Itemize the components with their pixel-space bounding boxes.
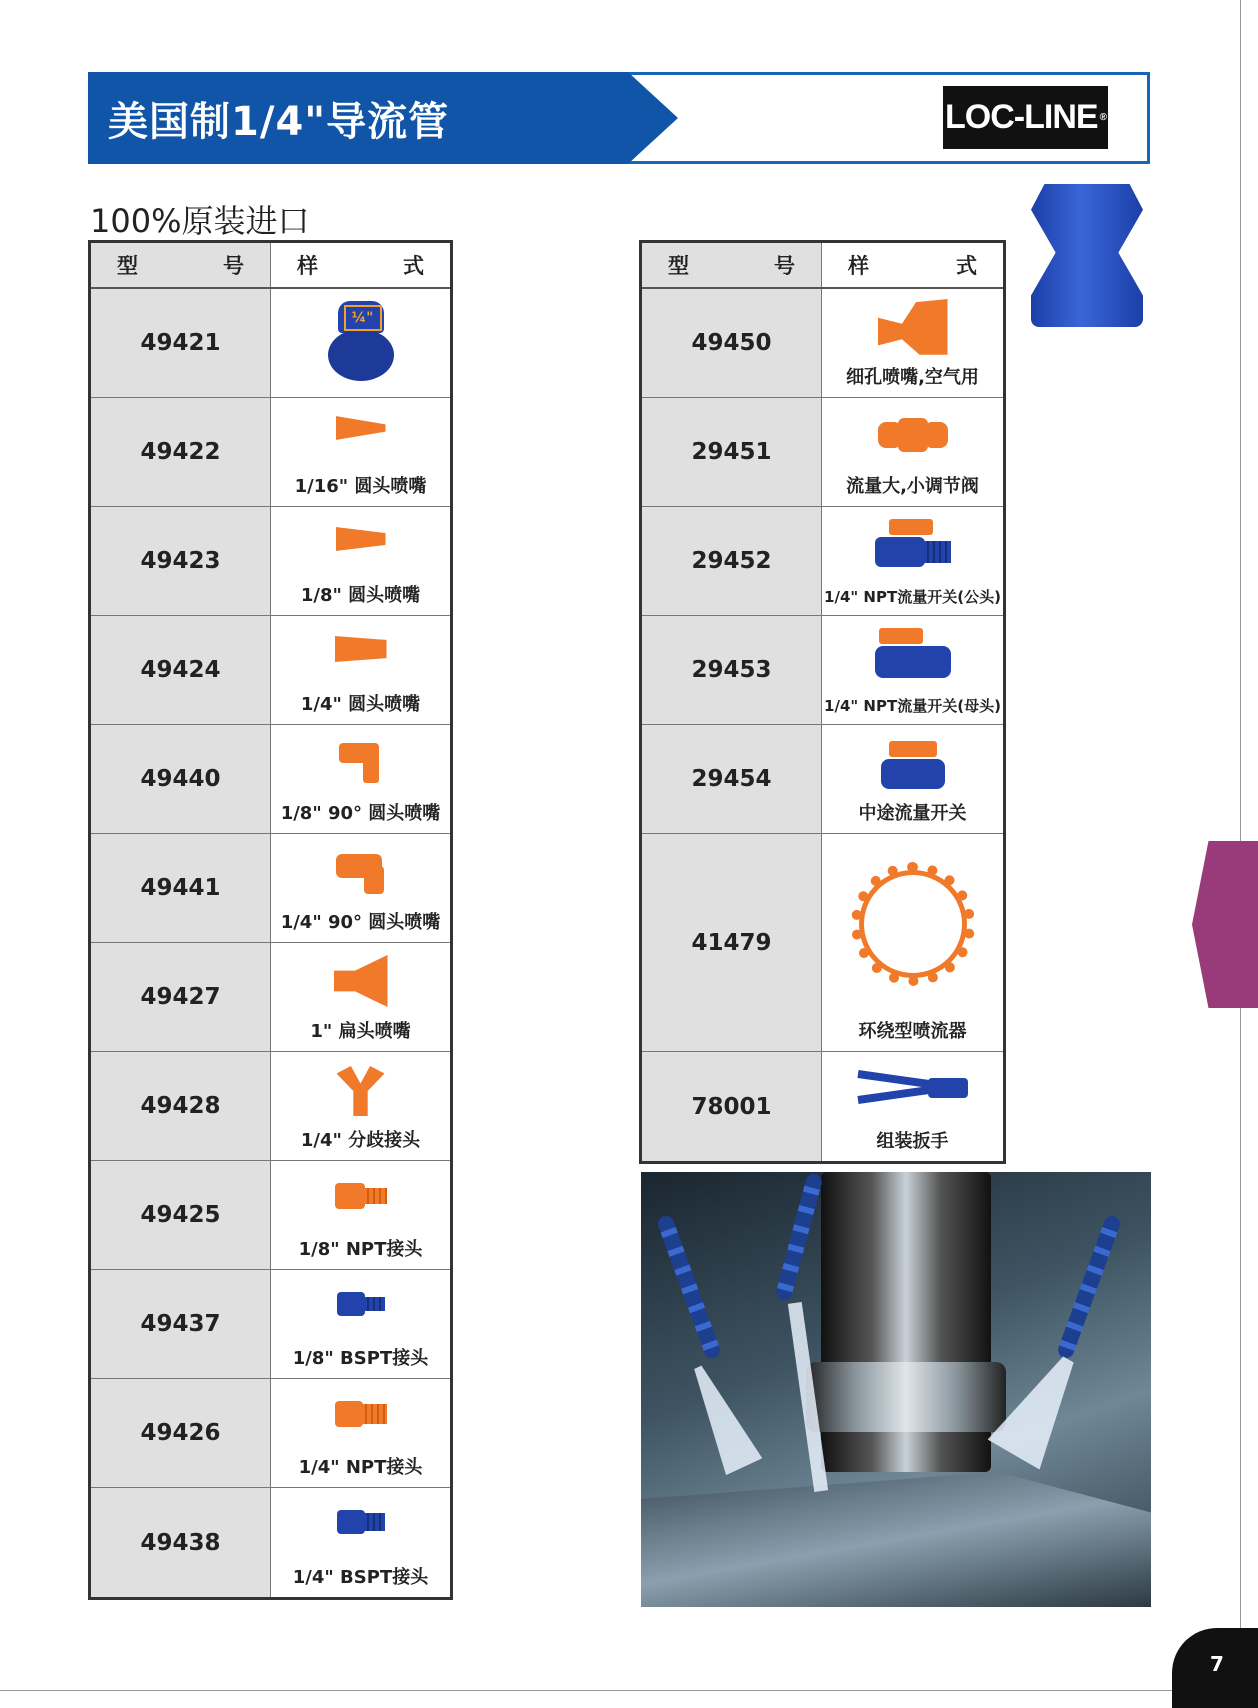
page-title: 美国制1/4"导流管 [108,99,450,145]
caption: 1/8" BSPT接头 [292,1348,429,1369]
style-cell [271,1379,450,1487]
table-row [91,1270,450,1379]
angled-nozzle-icon [336,854,386,894]
table-header [642,243,1003,289]
style-cell [271,834,450,942]
table-row [91,834,450,943]
model-number: 49450 [642,289,822,397]
workpiece [641,1472,1151,1607]
table-row [91,1488,450,1597]
flat-nozzle-icon [334,955,388,1007]
table-header [91,243,450,289]
table-row [642,398,1003,507]
model-number: 49425 [91,1161,271,1269]
logo-text: LOC-LINE [945,98,1098,136]
style-cell [271,1270,450,1378]
style-cell [271,943,450,1051]
caption: 中途流量开关 [858,803,967,824]
model-number: 41479 [642,834,822,1051]
header-model-char1: 型 [668,254,689,278]
header-model [91,243,271,287]
header-style [271,243,450,287]
style-cell [271,507,450,615]
style-cell [271,616,450,724]
caption: 1/8" NPT接头 [298,1239,423,1260]
style-cell [271,725,450,833]
model-number: 49440 [91,725,271,833]
header-style-char2: 式 [403,254,424,278]
right-product-table [639,240,1006,1164]
model-number: 49428 [91,1052,271,1160]
model-number: 49423 [91,507,271,615]
model-number: 29453 [642,616,822,724]
style-cell [271,1052,450,1160]
page-number: 7 [1172,1628,1258,1708]
header-model-char2: 号 [774,254,795,278]
model-number: 49438 [91,1488,271,1597]
model-number: 78001 [642,1052,822,1161]
model-number: 49427 [91,943,271,1051]
air-nozzle-icon [878,299,948,361]
spindle-collar [806,1362,1006,1432]
inline-valve-icon [881,741,945,793]
style-cell [822,398,1003,506]
caption: 1/4" 90° 圆头喷嘴 [280,912,441,933]
table-row [91,1052,450,1161]
coolant-hose-center [774,1172,823,1302]
header-style-char2: 式 [956,254,977,278]
style-cell [822,834,1003,1051]
style-cell [822,1052,1003,1161]
table-row [91,725,450,834]
y-connector-icon [337,1066,385,1116]
wrench-icon [858,1070,968,1106]
header-style-char1: 样 [297,254,318,278]
header-style [822,243,1003,287]
style-cell [822,507,1003,615]
table-row [91,1379,450,1488]
model-number: 49426 [91,1379,271,1487]
header-model-char2: 号 [223,254,244,278]
model-number: 29451 [642,398,822,506]
caption: 1/8" 圆头喷嘴 [300,585,421,606]
table-row [642,1052,1003,1161]
style-cell [271,1488,450,1597]
npt-connector-icon [335,1401,387,1427]
coolant-hose-right [1056,1214,1122,1360]
model-number: 49441 [91,834,271,942]
left-product-table [88,240,453,1600]
valve-icon [878,418,948,452]
caption: 1" 扁头喷嘴 [310,1021,411,1042]
caption: 1/4" BSPT接头 [292,1567,429,1588]
round-nozzle-icon [335,636,387,662]
caption: 环绕型喷流器 [858,1021,967,1042]
style-cell [271,1161,450,1269]
table-row [91,616,450,725]
bspt-connector-icon [337,1510,385,1534]
caption: 流量大,小调节阀 [846,476,979,497]
segment-icon [328,301,394,381]
coolant-hose-left [656,1214,722,1360]
part-size-label: ¼" [344,305,382,331]
table-row [91,507,450,616]
npt-connector-icon [335,1183,387,1209]
style-cell [271,289,450,397]
caption: 1/8" 90° 圆头喷嘴 [280,803,441,824]
coolant-jet-left [680,1359,763,1476]
model-number: 49424 [91,616,271,724]
table-row [91,1161,450,1270]
ring-sprayer-icon [843,854,983,994]
caption: 1/4" 分歧接头 [300,1130,421,1151]
style-cell [822,725,1003,833]
table-row [642,834,1003,1052]
table-row [91,398,450,507]
machining-photo [641,1172,1151,1607]
style-cell [822,289,1003,397]
caption: 1/4" 圆头喷嘴 [300,694,421,715]
loc-line-logo [943,86,1108,149]
model-number: 29452 [642,507,822,615]
table-row [91,943,450,1052]
style-cell [822,616,1003,724]
valve-male-icon [875,519,951,571]
table-row [642,616,1003,725]
model-number: 29454 [642,725,822,833]
caption: 组装扳手 [876,1131,949,1152]
caption: 1/16" 圆头喷嘴 [294,476,427,497]
style-cell [271,398,450,506]
table-row [91,289,450,398]
caption: 1/4" NPT接头 [298,1457,423,1478]
bspt-connector-icon [337,1292,385,1316]
caption: 1/4" NPT流量开关(公头) [824,588,1001,606]
round-nozzle-icon [336,527,386,551]
model-number: 49422 [91,398,271,506]
table-row [642,289,1003,398]
table-row [642,507,1003,616]
registered-mark: ® [1099,112,1106,123]
angled-nozzle-icon [339,743,383,783]
caption: 细孔喷嘴,空气用 [846,367,979,388]
header-model-char1: 型 [117,254,138,278]
header-style-char1: 样 [848,254,869,278]
subtitle: 100%原装进口 [90,202,310,240]
model-number: 49421 [91,289,271,397]
header-model [642,243,822,287]
table-row [642,725,1003,834]
caption: 1/4" NPT流量开关(母头) [824,697,1001,715]
round-nozzle-icon [336,416,386,440]
model-number: 49437 [91,1270,271,1378]
valve-female-icon [875,628,951,682]
